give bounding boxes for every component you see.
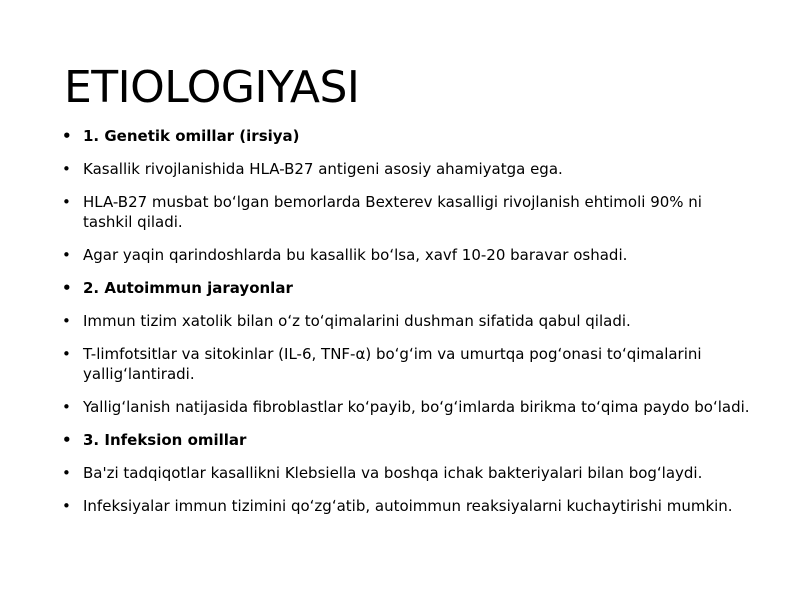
bullet-item — [62, 311, 752, 331]
bullet-dot-icon: • — [62, 431, 72, 449]
bullet-list — [62, 126, 752, 529]
bullet-dot-icon: • — [62, 193, 71, 211]
bullet-item — [62, 496, 752, 516]
bullet-text: 3. Infeksion omillar — [83, 431, 247, 449]
bullet-item — [62, 192, 752, 232]
bullet-dot-icon: • — [62, 279, 72, 297]
bullet-dot-icon: • — [62, 246, 71, 264]
bullet-text: 2. Autoimmun jarayonlar — [83, 279, 293, 297]
bullet-dot-icon: • — [62, 345, 71, 363]
bullet-item — [62, 344, 752, 384]
bullet-text: 1. Genetik omillar (irsiya) — [83, 127, 300, 145]
bullet-dot-icon: • — [62, 312, 71, 330]
bullet-dot-icon: • — [62, 127, 72, 145]
bullet-text: Yalligʻlanish natijasida fibroblastlar koʻpayib, boʻgʻimlarda birikma toʻqima paydo boʻladi. — [83, 398, 750, 416]
bullet-text: Infeksiyalar immun tizimini qoʻzgʻatib, autoimmun reaksiyalarni kuchaytirishi mumkin. — [83, 497, 733, 515]
bullet-item — [62, 463, 752, 483]
bullet-text: HLA-B27 musbat boʻlgan bemorlarda Bexterev kasalligi rivojlanish ehtimoli 90% ni tashkil qiladi. — [83, 193, 702, 231]
bullet-item — [62, 397, 752, 417]
bullet-item — [62, 278, 752, 298]
bullet-text: Agar yaqin qarindoshlarda bu kasallik boʻlsa, xavf 10-20 baravar oshadi. — [83, 246, 628, 264]
bullet-text: Immun tizim xatolik bilan oʻz toʻqimalarini dushman sifatida qabul qiladi. — [83, 312, 631, 330]
bullet-text: Kasallik rivojlanishida HLA-B27 antigeni asosiy ahamiyatga ega. — [83, 160, 563, 178]
bullet-item — [62, 245, 752, 265]
bullet-item — [62, 430, 752, 450]
bullet-dot-icon: • — [62, 464, 71, 482]
bullet-dot-icon: • — [62, 497, 71, 515]
bullet-dot-icon: • — [62, 160, 71, 178]
bullet-text: T-limfotsitlar va sitokinlar (IL-6, TNF-α) boʻgʻim va umurtqa pogʻonasi toʻqimalarini yalligʻlantiradi. — [83, 345, 702, 383]
bullet-text: Ba'zi tadqiqotlar kasallikni Klebsiella va boshqa ichak bakteriyalari bilan bogʻlaydi. — [83, 464, 703, 482]
bullet-item — [62, 159, 752, 179]
slide-title: ETIOLOGIYASI — [64, 62, 360, 113]
bullet-dot-icon: • — [62, 398, 71, 416]
bullet-item — [62, 126, 752, 146]
